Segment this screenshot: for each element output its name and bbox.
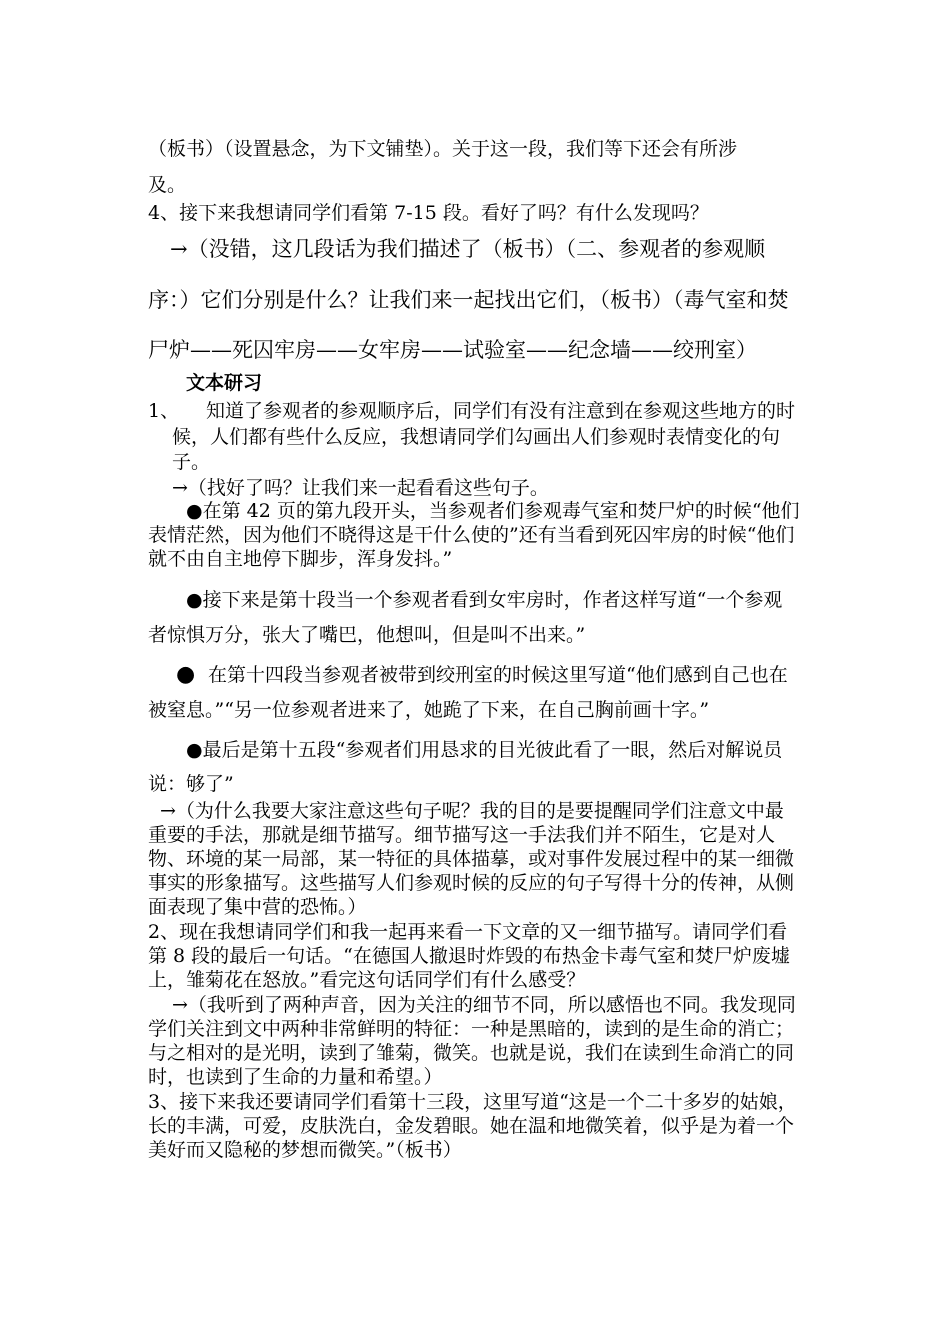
paragraph-line: 学们关注到文中两种非常鲜明的特征：一种是黑暗的，读到的是生命的消亡； (148, 1018, 795, 1040)
paragraph-line: 上，雏菊花在怒放。”看完这句话同学们有什么感受？ (148, 969, 586, 991)
paragraph-line: 长的丰满，可爱，皮肤洗白，金发碧眼。她在温和地微笑着，似乎是为着一个 (148, 1115, 795, 1137)
paragraph-line: →（我听到了两种声音，因为关注的细节不同，所以感悟也不同。我发现同 (172, 994, 796, 1016)
paragraph-line: 美好而又隐秘的梦想而微笑。”（板书） (148, 1139, 462, 1161)
paragraph-line: 者惊惧万分，张大了嘴巴，他想叫，但是叫不出来。” (148, 624, 586, 646)
section-heading: 文本研习 (186, 372, 263, 394)
paragraph-line: 及。 (148, 174, 187, 196)
paragraph-line: 4、接下来我想请同学们看第 7-15 段。看好了吗？有什么发现吗？ (148, 202, 709, 224)
paragraph-line: 就不由自主地停下脚步，浑身发抖。” (148, 548, 453, 570)
paragraph-line: 物、环境的某一局部，某一特征的具体描摹，或对事件发展过程中的某一细微 (148, 848, 795, 870)
paragraph-line: （板书）（设置悬念，为下文铺垫）。关于这一段，我们等下还会有所涉 (148, 138, 738, 160)
paragraph-line: 说：够了” (148, 773, 234, 795)
paragraph-line: ●最后是第十五段“参观者们用恳求的目光彼此看了一眼，然后对解说员 (186, 739, 783, 761)
paragraph-line: 3、接下来我还要请同学们看第十三段，这里写道“这是一个二十多岁的姑娘， (148, 1091, 797, 1113)
paragraph-line: 子。 (172, 451, 211, 473)
paragraph-line: 知道了参观者的参观顺序后，同学们有没有注意到在参观这些地方的时 (206, 400, 796, 422)
paragraph-line: ●在第 42 页的第九段开头，当参观者们参观毒气室和焚尸炉的时候“他们 (186, 500, 800, 522)
paragraph-line: 在第十四段当参观者被带到绞刑室的时候这里写道“他们感到自己也在 (208, 664, 788, 686)
paragraph-line: →（没错，这几段话为我们描述了（板书）（二、参观者的参观顺 (170, 237, 766, 261)
paragraph-line: 2、现在我想请同学们和我一起再来看一下文章的又一细节描写。请同学们看 (148, 921, 788, 943)
paragraph-line: 序：）它们分别是什么？让我们来一起找出它们，（板书）（毒气室和焚 (148, 288, 789, 312)
paragraph-line: 候，人们都有些什么反应，我想请同学们勾画出人们参观时表情变化的句 (172, 426, 781, 448)
paragraph-line: 被窒息。”“另一位参观者进来了，她跪了下来，在自己胸前画十字。” (148, 699, 710, 721)
paragraph-line: 表情茫然，因为他们不晓得这是干什么使的”还有当看到死囚牢房的时候“他们 (148, 524, 795, 546)
paragraph-line: 尸炉——死囚牢房——女牢房——试验室——纪念墙——绞刑室） (148, 338, 757, 362)
paragraph-line: 重要的手法，那就是细节描写。细节描写这一手法我们并不陌生，它是对人 (148, 824, 776, 846)
list-number: 1、 (148, 400, 180, 422)
paragraph-line: 面表现了集中营的恐怖。） (148, 896, 367, 918)
paragraph-line: ●接下来是第十段当一个参观者看到女牢房时，作者这样写道“一个参观 (186, 589, 783, 611)
paragraph-line: →（找好了吗？让我们来一起看看这些句子。 (172, 477, 549, 499)
paragraph-line: 事实的形象描写。这些描写人们参观时候的反应的句子写得十分的传神，从侧 (148, 872, 795, 894)
paragraph-line: 时，也读到了生命的力量和希望。） (148, 1066, 443, 1088)
paragraph-line: 第 8 段的最后一句话。“在德国人撤退时炸毁的布热金卡毒气室和焚尸炉废墟 (148, 945, 790, 967)
paragraph-line: →（为什么我要大家注意这些句子呢？我的目的是要提醒同学们注意文中最 (160, 800, 784, 822)
bullet-icon: ● (176, 662, 196, 687)
paragraph-line: 与之相对的是光明，读到了雏菊，微笑。也就是说，我们在读到生命消亡的同 (148, 1042, 795, 1064)
